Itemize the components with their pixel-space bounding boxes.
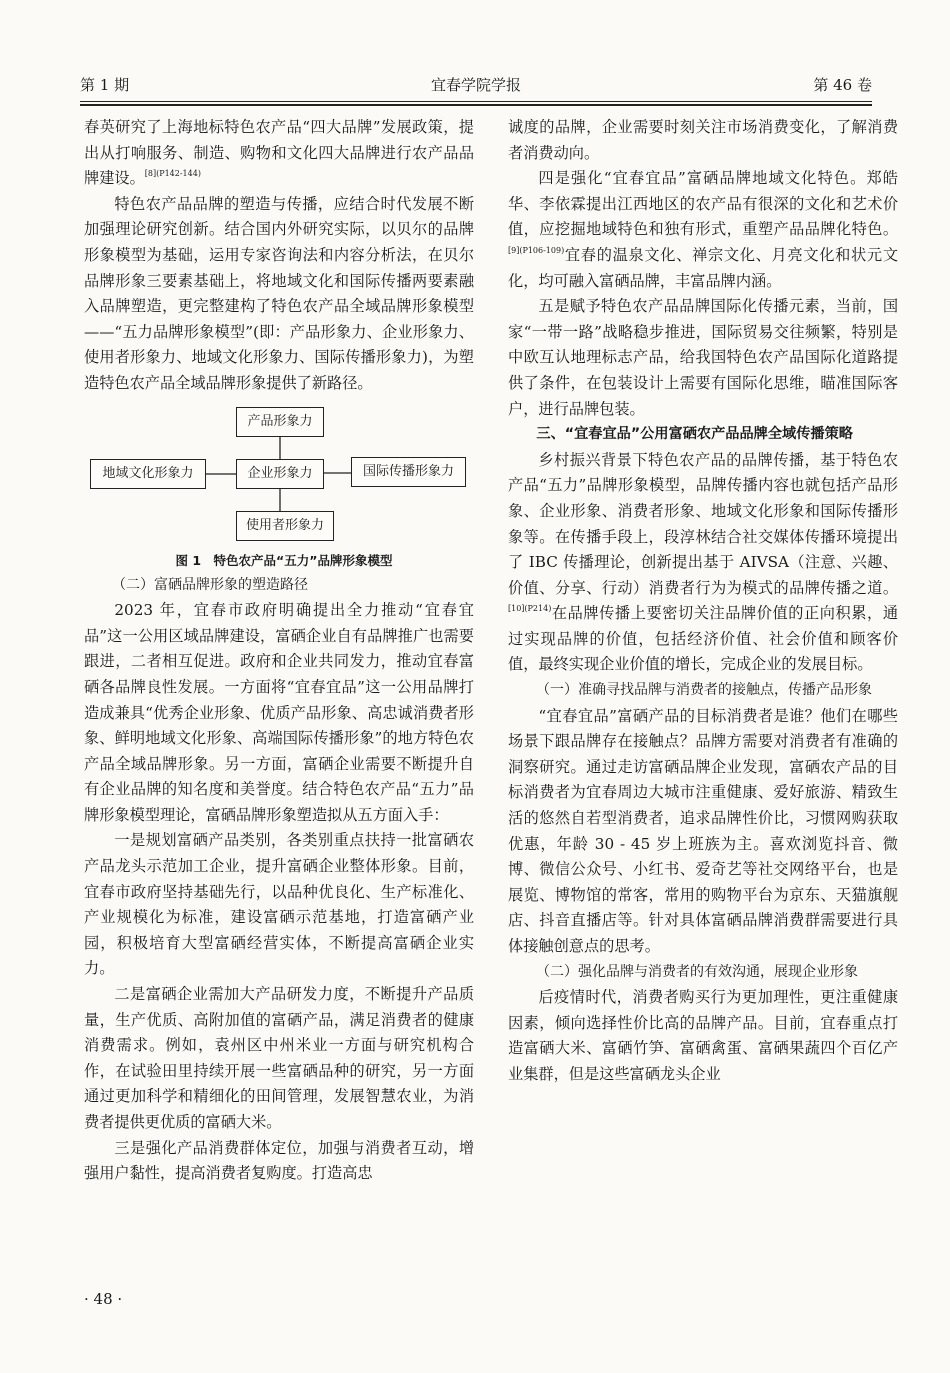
figure-five-forces-model [84,407,474,549]
paragraph-text: 宜春的温泉文化、禅宗文化、月亮文化和状元文化，均可融入富硒品牌，丰富品牌内涵。 [508,245,898,290]
paragraph: “宜春宜品”富硒产品的目标消费者是谁？他们在哪些场景下跟品牌存在接触点？品牌方需要对消费者有准确的洞察研究。通过走访富硒品牌企业发现，富硒农产品的目标消费者为宜春周边大城市注重健康、爱好旅游、精致生活的悠然自若型消费者，追求品牌性价比，习惯网购获取优惠，年龄 30 - 45 岁上班族为主。喜欢浏览抖音、微博、微信公众号、小红书、爱奇艺等社交网络平台，也是展览、博物馆的常客，常用的购物平台为京东、天猫旗舰店、抖音直播店等。针对具体富硒品牌消费群需要进行具体接触创意点的思考。 [508,706,898,955]
figure-caption: 图 1 特色农产品“五力”品牌形象模型 [175,552,393,568]
header-rule-thin [80,101,872,102]
paragraph: 后疫情时代，消费者购买行为更加理性，更注重健康因素，倾向选择性价比高的品牌产品。目前，宜春重点打造富硒大米、富硒竹笋、富硒禽蛋、富硒果蔬四个百亿产业集群，但是这些富硒龙头企业 [508,988,898,1083]
journal-title: 宜春学院学报 [430,76,521,94]
paragraph-text: 春英研究了上海地标特色农产品“四大品牌”发展政策，提出从打响服务、制造、购物和文化四大品牌进行农产品品牌建设。 [84,118,474,188]
citation: [10](P214) [508,604,552,614]
box-enterprise-image: 企业形象力 [236,459,324,489]
volume-number: 第 46 卷 [813,76,872,94]
running-header [80,74,872,98]
header-rule-thick [80,104,872,106]
paragraph [508,166,898,294]
subsection-heading: （二）强化品牌与消费者的有效沟通，展现企业形象 [536,963,858,980]
paragraph [84,115,474,192]
box-user-image: 使用者形象力 [236,511,334,541]
section-heading: 三、“宜春宜品”公用富硒农产品品牌全域传播策略 [536,426,853,443]
paragraph-text: 在品牌传播上要密切关注品牌价值的正向积累，通过实现品牌的价值，包括经济价值、社会价值和顾客价值，最终实现企业价值的增长，完成企业的发展目标。 [508,604,898,674]
paragraph [508,448,898,678]
left-column [84,115,474,1187]
issue-number: 第 1 期 [80,76,130,94]
citation: [8](P142-144) [144,169,201,179]
box-product-image: 产品形象力 [236,407,324,437]
paragraph-text: 乡村振兴背景下特色农产品的品牌传播，基于特色农产品“五力”品牌形象模型，品牌传播内容也就包括产品形象、企业形象、消费者形象、地域文化形象和国际传播形象等。在传播手段上，段淳林结合社交媒体传播环境提出了 IBC 传播理论，创新提出基于 AIVSA（注意、兴趣、价值、分享、行动）消费者行为为模式的品牌传播之道。 [508,450,898,597]
subsection-heading: （一）准确寻找品牌与消费者的接触点，传播产品形象 [536,682,872,699]
page-number: · 48 · [84,1290,123,1308]
box-regional-culture-image: 地域文化形象力 [90,459,206,489]
paragraph: 2023 年，宜春市政府明确提出全力推动“宜春宜品”这一公用区域品牌建设，富硒企业自有品牌推广也需要跟进，二者相互促进。政府和企业共同发力，推动宜春富硒各品牌良性发展。一方面将“宜春宜品”这一公用品牌打造成兼具“优秀企业形象、优质产品形象、高忠诚消费者形象、鲜明地域文化形象、高端国际传播形象”的地方特色农产品全域品牌形象。另一方面，富硒企业需要不断提升自有企业品牌的知名度和美誉度。结合特色农产品“五力”品牌形象模型理论，富硒品牌形象塑造拟从五方面入手： [84,601,474,824]
paragraph: 三是强化产品消费群体定位，加强与消费者互动，增强用户黏性，提高消费者复购度。打造高忠 [84,1138,474,1183]
paragraph-text: 四是强化“宜春宜品”富硒品牌地域文化特色。郑皓华、李依霖提出江西地区的农产品有很深的文化和艺术价值，应挖掘地域特色和独有形式，重塑产品品牌化特色。 [508,169,898,239]
paragraph: 一是规划富硒产品类别，各类别重点扶持一批富硒农产品龙头示范加工企业，提升富硒企业整体形象。目前，宜春市政府坚持基础先行，以品种优良化、生产标准化、产业规模化为标准，建设富硒示范基地，打造富硒产业园，积极培育大型富硒经营实体，不断提高富硒企业实力。 [84,831,474,978]
citation: [9](P106-109) [508,245,565,255]
paragraph: 特色农产品品牌的塑造与传播，应结合时代发展不断加强理论研究创新。结合国内外研究实际，以贝尔的品牌形象模型为基础，运用专家咨询法和内容分析法，在贝尔品牌形象三要素基础上，将地域文化和国际传播两要素融入品牌塑造，更完整建构了特色农产品全域品牌形象模型——“五力品牌形象模型”(即：产品形象力、企业形象力、使用者形象力、地域文化形象力、国际传播形象力)，为塑造特色农产品全域品牌形象提供了新路径。 [84,194,474,392]
paragraph: 二是富硒企业需加大产品研发力度，不断提升产品质量，生产优质、高附加值的富硒产品，满足消费者的健康消费需求。例如，袁州区中州米业一方面与研究机构合作，在试验田里持续开展一些富硒品种的研究，另一方面通过更加科学和精细化的田间管理，发展智慧农业，为消费者提供更优质的富硒大米。 [84,985,474,1131]
right-column [508,115,898,1088]
paragraph: 五是赋予特色农产品品牌国际化传播元素，当前，国家“一带一路”战略稳步推进，国际贸易交往频繁，特别是中欧互认地理标志产品，给我国特色农产品国际化道路提供了条件，在包装设计上需要有国际化思维，瞄准国际客户，进行品牌包装。 [508,297,898,418]
subsection-heading: （二）富硒品牌形象的塑造路径 [112,576,308,593]
paragraph: 诚度的品牌，企业需要时刻关注市场消费变化，了解消费者消费动向。 [508,118,898,162]
box-international-communication-image: 国际传播形象力 [351,457,466,487]
